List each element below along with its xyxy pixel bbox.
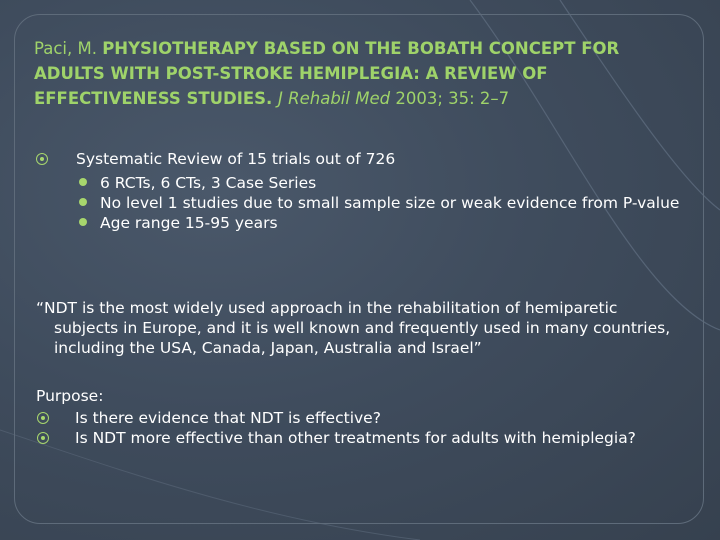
radio-bullet-icon xyxy=(36,153,48,165)
dot-bullet-icon xyxy=(79,198,87,206)
title-journal: J Rehabil Med xyxy=(278,89,391,108)
dot-bullet-icon xyxy=(79,178,87,186)
sub-bullet-text: Age range 15-95 years xyxy=(100,214,278,232)
radio-bullet-icon xyxy=(37,412,49,424)
sub-bullet-item xyxy=(76,213,686,233)
purpose-item xyxy=(36,428,636,448)
purpose-label: Purpose: xyxy=(36,387,104,405)
purpose-item-text: Is there evidence that NDT is effective? xyxy=(75,409,381,427)
title-citation: 2003; 35: 2–7 xyxy=(390,89,510,108)
slide-title xyxy=(34,36,694,111)
sub-bullet-text: 6 RCTs, 6 CTs, 3 Case Series xyxy=(100,174,317,192)
purpose-item xyxy=(36,408,636,428)
purpose-item-text: Is NDT more effective than other treatments for adults with hemiplegia? xyxy=(75,429,636,447)
sub-bullet-list xyxy=(76,173,686,233)
main-bullet xyxy=(76,149,686,233)
title-author: Paci, M. xyxy=(34,39,103,58)
sub-bullet-item xyxy=(76,193,686,213)
dot-bullet-icon xyxy=(79,218,87,226)
quote-text: “NDT is the most widely used approach in the rehabilitation of hemiparetic subjects in Europe, and it is well known and frequently used in many countries, including the USA, Canada, Japan, Australia and Israel” xyxy=(36,299,671,357)
purpose-list xyxy=(36,408,636,448)
radio-bullet-icon xyxy=(37,432,49,444)
sub-bullet-text: No level 1 studies due to small sample size or weak evidence from P-value xyxy=(100,194,680,212)
main-bullet-text: Systematic Review of 15 trials out of 726 xyxy=(76,150,396,168)
title-article: PHYSIOTHERAPY BASED ON THE BOBATH CONCEPT FOR ADULTS WITH POST-STROKE HEMIPLEGIA: A REVIEW OF EFFECTIVENESS STUDIES. xyxy=(34,39,620,108)
sub-bullet-item xyxy=(76,173,686,193)
